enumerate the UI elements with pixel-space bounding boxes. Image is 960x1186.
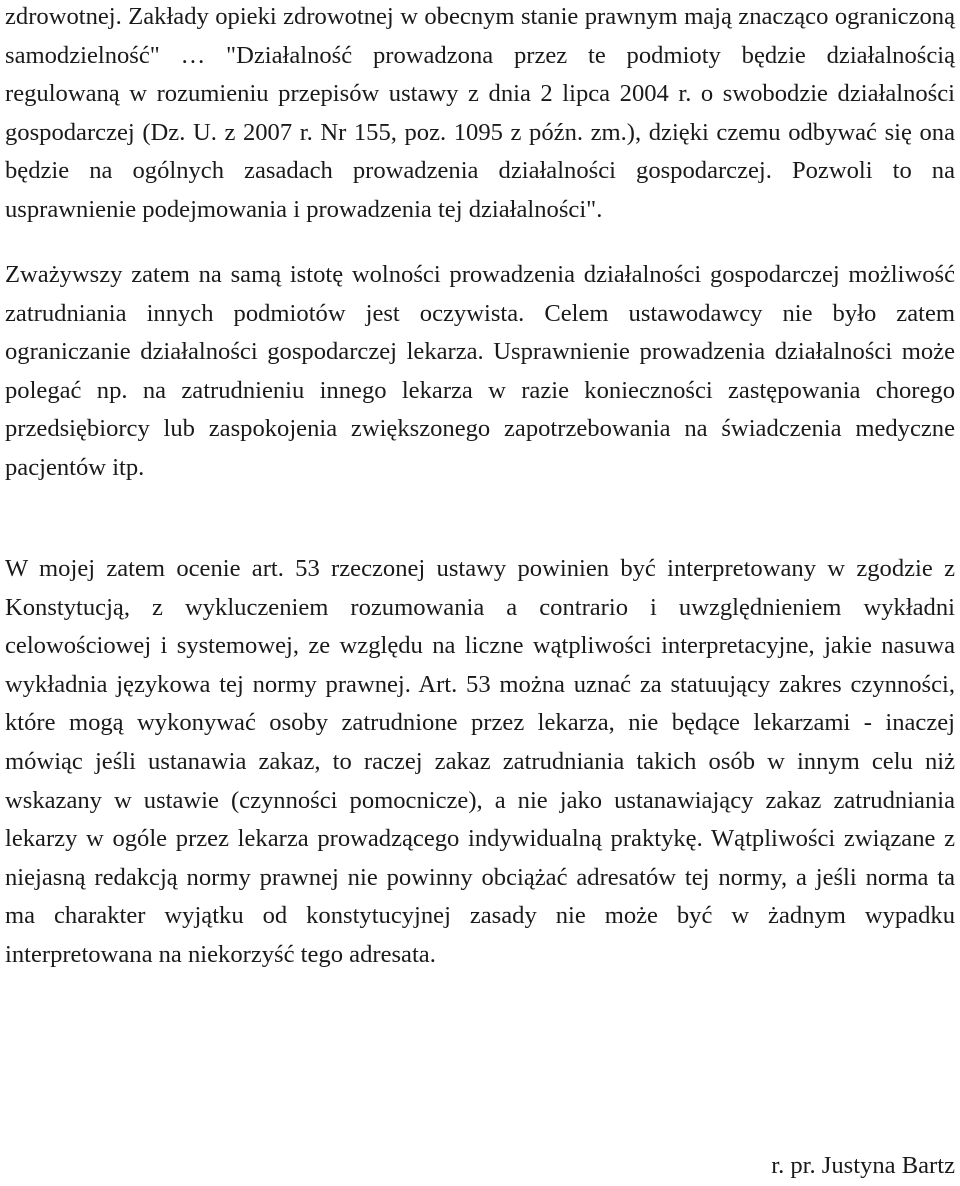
paragraph-1: zdrowotnej. Zakłady opieki zdrowotnej w obecnym stanie prawnym mają znacząco ograniczoną samodzielność" … "Działalność prowadzona przez te podmioty będzie działalnością regulowaną w rozumieniu przepisów ustawy z dnia 2 lipca 2004 r. o swobodzie działalności gospodarczej (Dz. U. z 2007 r. Nr 155, poz. 1095 z późn. zm.), dzięki czemu odbywać się ona będzie na ogólnych zasadach prowadzenia działalności gospodarczej. Pozwoli to na usprawnienie podejmowania i prowadzenia tej działalności".: [5, 3, 955, 223]
signature: r. pr. Justyna Bartz: [771, 1152, 955, 1179]
paragraph-3: W mojej zatem ocenie art. 53 rzeczonej ustawy powinien być interpretowany w zgodzie z Konstytucją, z wykluczeniem rozumowania a contrario i uwzględnieniem wykładni celowościowej i systemowej, ze względu na liczne wątpliwości interpretacyjne, jakie nasuwa wykładnia językowa tej normy prawnej. Art. 53 można uznać za statuujący zakres czynności, które mogą wykonywać osoby zatrudnione przez lekarza, nie będące lekarzami - inaczej mówiąc jeśli ustanawia zakaz, to raczej zakaz zatrudniania takich osób w innym celu niż wskazany w ustawie (czynności pomocnicze), a nie jako ustanawiający zakaz zatrudniania lekarzy w ogóle przez lekarza prowadzącego indywidualną praktykę. Wątpliwości związane z niejasną redakcją normy prawnej nie powinny obciążać adresatów tej normy, a jeśli norma ta ma charakter wyjątku od konstytucyjnej zasady nie może być w żadnym wypadku interpretowana na niekorzyść tego adresata.: [5, 555, 955, 968]
paragraph-2: Zważywszy zatem na samą istotę wolności prowadzenia działalności gospodarczej możliwość zatrudniania innych podmiotów jest oczywista. Celem ustawodawcy nie było zatem ograniczanie działalności gospodarczej lekarza. Usprawnienie prowadzenia działalności może polegać np. na zatrudnieniu innego lekarza w razie konieczności zastępowania chorego przedsiębiorcy lub zaspokojenia zwiększonego zapotrzebowania na świadczenia medyczne pacjentów itp.: [5, 261, 955, 481]
